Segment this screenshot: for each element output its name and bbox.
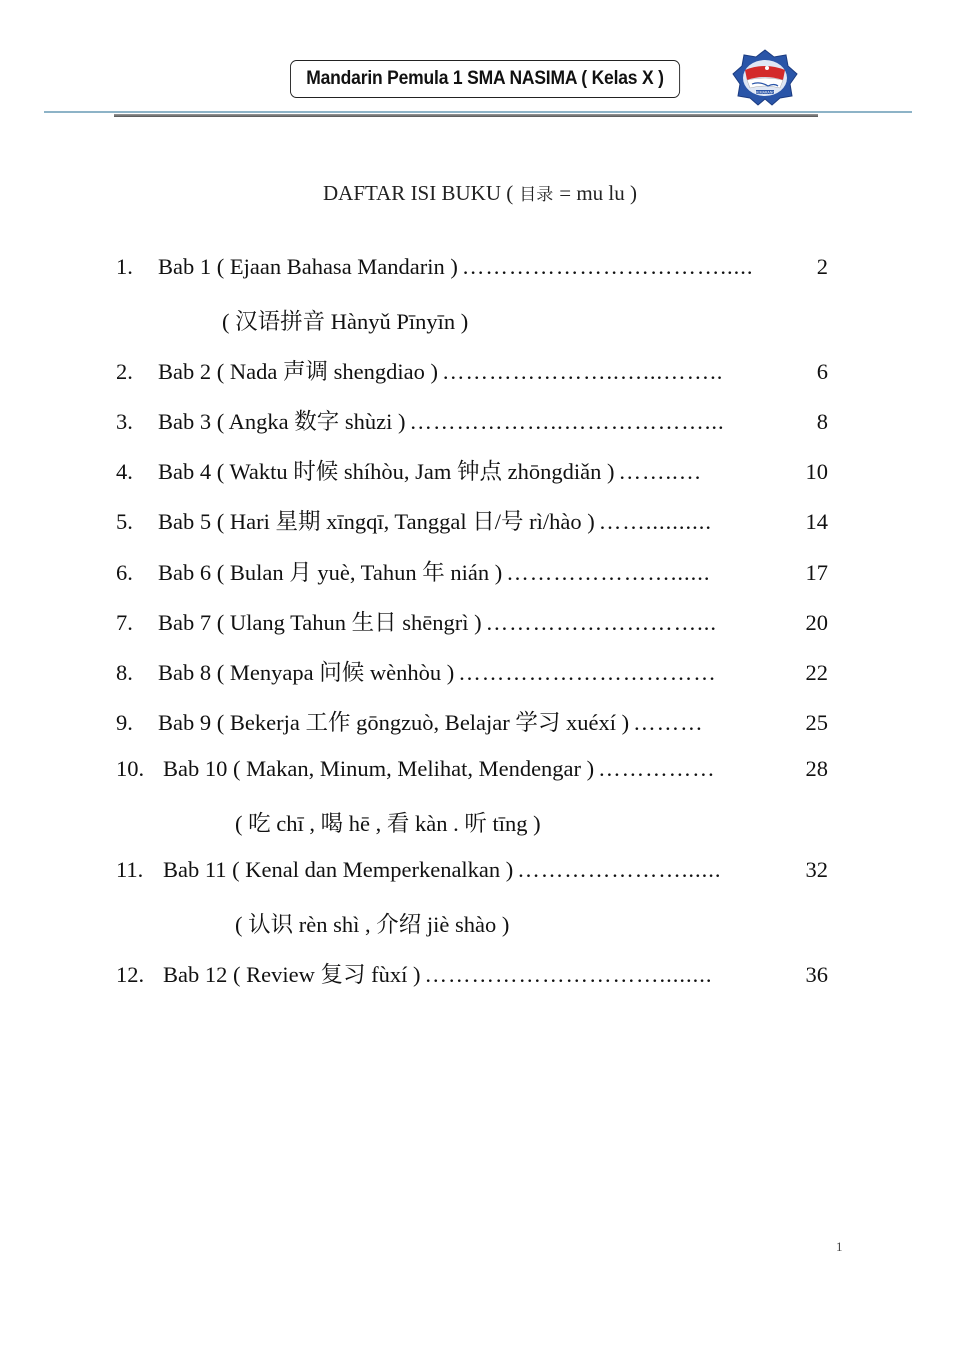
toc-entry-page: 14 <box>805 509 828 534</box>
toc-entry-page: 10 <box>805 459 828 484</box>
toc-entry-label: Bab 8 ( Menyapa 问候 wènhòu ) <box>158 660 455 685</box>
toc-entry-number: 11. <box>116 857 144 882</box>
school-crest-logo-icon <box>730 48 800 106</box>
toc-entry-leader: ………………..………………... <box>409 409 725 434</box>
toc-entry-page: 20 <box>805 610 828 635</box>
header-divider-gray <box>114 114 818 117</box>
toc-entry-leader: …………………...... <box>517 857 722 882</box>
page-title <box>0 180 960 206</box>
toc-entry <box>116 705 828 735</box>
toc-entry-number: 12. <box>116 962 145 987</box>
toc-entry-leader: ………………………... <box>485 610 717 635</box>
toc-entry-label: Bab 2 ( Nada 声调 shengdiao ) <box>158 359 438 384</box>
toc-entry-page: 6 <box>816 359 828 384</box>
toc-entry-label: Bab 12 ( Review 复习 fùxí ) <box>163 962 421 987</box>
toc-entry-number: 3. <box>116 409 133 434</box>
toc-entry-label: Bab 7 ( Ulang Tahun 生日 shēngrì ) <box>158 610 482 635</box>
toc-entry-page: 25 <box>805 710 828 735</box>
toc-entry-leader: ……… <box>633 710 704 735</box>
toc-entry-subtitle: ( 认识 rèn shì , 介绍 jiè shào ) <box>235 912 510 937</box>
toc-entry <box>116 555 828 585</box>
toc-entry-leader: …………………...... <box>506 560 711 585</box>
toc-entry-page: 2 <box>816 254 828 279</box>
toc-entry-leader: …………………………........ <box>424 962 713 987</box>
toc-entry-leader: ……..… <box>618 459 703 484</box>
toc-entry-subtitle: ( 汉语拼音 Hànyǔ Pīnyīn ) <box>222 309 469 334</box>
toc-entry-leader: ……………………………..... <box>461 254 754 279</box>
svg-text:SEMARANG: SEMARANG <box>754 90 776 95</box>
toc-entry-page: 22 <box>805 660 828 685</box>
title-cjk: 目录 <box>519 185 554 205</box>
toc-entry <box>116 354 828 384</box>
toc-entry-subtitle: ( 吃 chī , 喝 hē , 看 kàn . 听 tīng ) <box>235 811 541 836</box>
toc-entry-page: 28 <box>805 756 828 781</box>
toc-entry-label: Bab 4 ( Waktu 时候 shíhòu, Jam 钟点 zhōngdiǎn ) <box>158 459 615 484</box>
toc-entry-number: 7. <box>116 610 133 635</box>
toc-entry-number: 9. <box>116 710 133 735</box>
toc-entry-page: 36 <box>805 962 828 987</box>
page-number: 1 <box>836 1239 843 1254</box>
toc-entry-number: 2. <box>116 359 133 384</box>
toc-entry-page: 8 <box>816 409 828 434</box>
toc-entry-number: 8. <box>116 660 133 685</box>
toc-entry-leader: …….......... <box>598 509 712 534</box>
toc-entry-number: 5. <box>116 509 133 534</box>
toc-entry-label: Bab 11 ( Kenal dan Memperkenalkan ) <box>163 857 514 882</box>
header-title-text: Mandarin Pemula 1 SMA NASIMA ( Kelas X ) <box>306 68 664 89</box>
running-header-title <box>290 60 680 98</box>
header-divider-blue <box>44 111 912 113</box>
toc-entry <box>116 756 828 786</box>
title-suffix: = mu lu ) <box>559 181 637 205</box>
toc-entry-page: 17 <box>805 560 828 585</box>
toc-entry-label: Bab 3 ( Angka 数字 shùzi ) <box>158 409 406 434</box>
toc-entry-page: 32 <box>805 857 828 882</box>
toc-entry-number: 1. <box>116 254 133 279</box>
toc-entry <box>116 454 828 484</box>
toc-entry-number: 6. <box>116 560 133 585</box>
toc-entry-number: 10. <box>116 756 145 781</box>
toc-entry-number: 4. <box>116 459 133 484</box>
toc-entry-label: Bab 1 ( Ejaan Bahasa Mandarin ) <box>158 254 458 279</box>
toc-entry-leader: …………………………… <box>458 660 717 685</box>
toc-entry <box>116 857 828 887</box>
toc-entry-label: Bab 10 ( Makan, Minum, Melihat, Mendengar ) <box>163 756 595 781</box>
toc-entry-leader: …………… <box>598 756 716 781</box>
toc-entry-leader: …………………..…...…….. <box>441 359 724 384</box>
toc-entry-label: Bab 6 ( Bulan 月 yuè, Tahun 年 nián ) <box>158 560 503 585</box>
toc-entry-label: Bab 5 ( Hari 星期 xīngqī, Tanggal 日/号 rì/hào ) <box>158 509 595 534</box>
toc-entry-label: Bab 9 ( Bekerja 工作 gōngzuò, Belajar 学习 xuéxí ) <box>158 710 630 735</box>
toc-entry <box>116 504 828 534</box>
toc-entry <box>116 655 828 685</box>
toc-entry <box>116 605 828 635</box>
title-prefix: DAFTAR ISI BUKU ( <box>322 181 514 205</box>
toc-entry <box>116 254 828 284</box>
toc-entry <box>116 404 828 434</box>
toc-entry <box>116 957 828 987</box>
